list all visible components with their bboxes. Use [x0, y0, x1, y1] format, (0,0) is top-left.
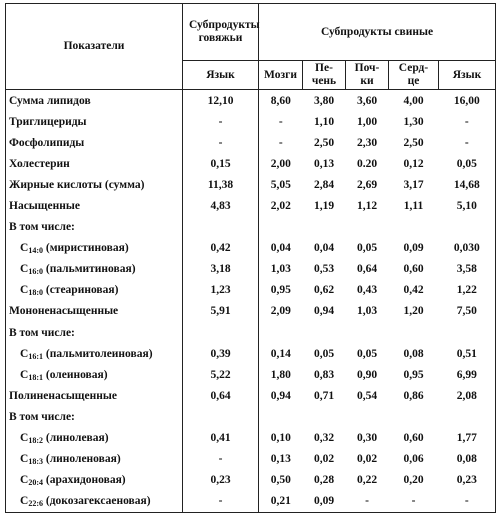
value-cell: 2,50	[313, 136, 335, 149]
value-cell	[389, 217, 439, 238]
value-cell: 0,42	[183, 238, 259, 259]
value-cell: 0,14	[270, 347, 291, 360]
table-row	[6, 280, 496, 301]
value-cell	[346, 322, 389, 343]
value-cell: 1,77	[439, 428, 496, 449]
value-cell: -	[183, 449, 259, 470]
value-cell: 0,05	[356, 242, 378, 255]
value-cell: 0,23	[439, 470, 496, 491]
table-row	[6, 111, 496, 132]
header-row-groups	[6, 4, 496, 61]
table-row	[6, 259, 496, 280]
value-cell: 0,30	[356, 432, 378, 445]
value-cell: 0,41	[183, 428, 259, 449]
value-cell: 0,28	[313, 474, 335, 487]
value-cell	[346, 217, 389, 238]
value-cell: 1,20	[403, 305, 424, 318]
value-cell: 1,30	[403, 115, 424, 128]
beef-group-header: Субпродукты говяжьи	[183, 4, 259, 61]
table-row	[6, 428, 496, 449]
value-cell: -	[439, 491, 496, 513]
value-cell: -	[389, 491, 439, 513]
value-cell: 2,09	[270, 305, 291, 318]
lipid-table	[5, 3, 496, 513]
value-cell: 6,99	[439, 364, 496, 385]
row-label: $C_{16:1}$ (пальмитолеиновая)	[6, 343, 183, 364]
value-cell: 0,83	[313, 368, 335, 381]
value-cell: 0,21	[259, 491, 303, 513]
value-cell: 0,09	[403, 242, 424, 255]
column-header: Язык	[183, 61, 259, 90]
value-cell: 0,10	[270, 432, 291, 445]
row-label: Полиненасыщенные	[6, 385, 183, 406]
value-cell: 0,23	[183, 470, 259, 491]
value-cell: -	[183, 132, 259, 153]
value-cell	[259, 322, 303, 343]
value-cell: 0,50	[270, 474, 291, 487]
value-cell	[303, 406, 346, 427]
value-cell: 12,10	[183, 90, 259, 112]
value-cell: 0,04	[313, 242, 335, 255]
value-cell: 0,53	[313, 263, 335, 276]
value-cell: 0,64	[183, 385, 259, 406]
row-label: Жирные кислоты (сумма)	[6, 174, 183, 195]
table-row	[6, 449, 496, 470]
value-cell: 1,22	[439, 280, 496, 301]
value-cell: 0,86	[403, 389, 424, 402]
value-cell: 4,83	[183, 195, 259, 216]
value-cell: 0,90	[356, 368, 378, 381]
row-label: Сумма липидов	[6, 90, 183, 112]
value-cell: 0,94	[270, 389, 291, 402]
column-header: Поч- ки	[346, 61, 389, 90]
value-cell: 0,64	[356, 263, 378, 276]
table-row	[6, 153, 496, 174]
column-header: Мозги	[259, 61, 303, 90]
value-cell: 1,03	[270, 263, 291, 276]
row-label: $C_{18:2}$ (линолевая)	[6, 428, 183, 449]
value-cell: -	[439, 111, 496, 132]
value-cell: 3,60	[356, 94, 378, 107]
value-cell: 0,05	[439, 153, 496, 174]
row-label: В том числе:	[6, 322, 183, 343]
table-row	[6, 343, 496, 364]
value-cell: 2,02	[270, 200, 291, 213]
value-cell: 0,13	[313, 157, 335, 170]
value-cell: 2,00	[270, 157, 291, 170]
value-cell: 2,08	[439, 385, 496, 406]
row-label: Мононенасыщенные	[6, 301, 183, 322]
table-row	[6, 322, 496, 343]
value-cell: -	[278, 136, 283, 149]
value-cell	[389, 322, 439, 343]
table-row	[6, 90, 496, 112]
value-cell	[439, 217, 496, 238]
value-cell: 0,15	[183, 153, 259, 174]
value-cell: 14,68	[439, 174, 496, 195]
value-cell	[303, 217, 346, 238]
indicators-header: Показатели	[6, 4, 183, 90]
value-cell: 0,62	[313, 284, 335, 297]
row-label: $C_{18:3}$ (линоленовая)	[6, 449, 183, 470]
value-cell: -	[183, 491, 259, 513]
row-label: $C_{20:4}$ (арахидоновая)	[6, 470, 183, 491]
value-cell: 5,22	[183, 364, 259, 385]
value-cell: 2,50	[403, 136, 424, 149]
value-cell: 8,60	[270, 94, 291, 107]
value-cell: -	[278, 115, 283, 128]
value-cell: -	[183, 111, 259, 132]
row-label: $C_{16:0}$ (пальмитиновая)	[6, 259, 183, 280]
value-cell: 0,71	[313, 389, 335, 402]
value-cell: 0,95	[270, 284, 291, 297]
value-cell: 3,17	[403, 178, 424, 191]
value-cell	[259, 217, 303, 238]
table-row	[6, 491, 496, 513]
value-cell: 0,60	[403, 432, 424, 445]
value-cell	[259, 406, 303, 427]
row-label: Холестерин	[6, 153, 183, 174]
value-cell: 0,030	[439, 238, 496, 259]
row-label: Насыщенные	[6, 195, 183, 216]
value-cell: 0,60	[403, 263, 424, 276]
value-cell: 1,80	[270, 368, 291, 381]
value-cell	[183, 322, 259, 343]
value-cell: 1,00	[356, 115, 378, 128]
table-row	[6, 174, 496, 195]
value-cell: 3,80	[313, 94, 335, 107]
row-label: $C_{22:6}$ (докозагексаеновая)	[6, 491, 183, 513]
value-cell: 0.20	[356, 157, 378, 170]
value-cell: -	[346, 491, 389, 513]
value-cell: 1,19	[313, 200, 335, 213]
value-cell: 0,43	[356, 284, 378, 297]
column-header: Пе- чень	[303, 61, 346, 90]
value-cell: 0,09	[303, 491, 346, 513]
row-label: $C_{18:1}$ (олеиновая)	[6, 364, 183, 385]
row-label: $C_{18:0}$ (стеариновая)	[6, 280, 183, 301]
value-cell: 3,18	[183, 259, 259, 280]
table-row	[6, 385, 496, 406]
value-cell: 0,06	[403, 453, 424, 466]
table-row	[6, 301, 496, 322]
value-cell: 0,42	[403, 284, 424, 297]
value-cell: 0,02	[313, 453, 335, 466]
table-body	[6, 90, 496, 513]
value-cell: 1,23	[183, 280, 259, 301]
value-cell: 0,08	[403, 347, 424, 360]
value-cell: 0,22	[356, 474, 378, 487]
value-cell: 0,12	[403, 157, 424, 170]
value-cell: 0,13	[270, 453, 291, 466]
value-cell: 2,30	[356, 136, 378, 149]
value-cell: 5,10	[439, 195, 496, 216]
row-label: В том числе:	[6, 217, 183, 238]
column-header: Язык	[439, 61, 496, 90]
value-cell	[439, 322, 496, 343]
table-row	[6, 406, 496, 427]
table-row	[6, 238, 496, 259]
value-cell: 3,58	[439, 259, 496, 280]
value-cell: 1,12	[356, 200, 378, 213]
row-label: Фосфолипиды	[6, 132, 183, 153]
value-cell: -	[439, 132, 496, 153]
value-cell: 0,08	[439, 449, 496, 470]
value-cell: 16,00	[439, 90, 496, 112]
value-cell: 5,05	[270, 178, 291, 191]
value-cell: 0,32	[313, 432, 335, 445]
value-cell: 0,05	[356, 347, 378, 360]
table-row	[6, 217, 496, 238]
table-row	[6, 364, 496, 385]
value-cell	[439, 406, 496, 427]
table-row	[6, 132, 496, 153]
table-row	[6, 195, 496, 216]
row-label: $C_{14:0}$ (миристиновая)	[6, 238, 183, 259]
value-cell: 11,38	[183, 174, 259, 195]
value-cell: 0,94	[313, 305, 335, 318]
value-cell: 0,95	[403, 368, 424, 381]
value-cell: 4,00	[403, 94, 424, 107]
value-cell: 1,11	[403, 200, 424, 213]
value-cell: 0,51	[439, 343, 496, 364]
value-cell	[389, 406, 439, 427]
value-cell: 7,50	[439, 301, 496, 322]
value-cell: 0,02	[356, 453, 378, 466]
pork-group-header: Субпродукты свиные	[259, 4, 496, 61]
value-cell: 0,39	[183, 343, 259, 364]
value-cell	[183, 406, 259, 427]
value-cell: 5,91	[183, 301, 259, 322]
value-cell: 0,04	[270, 242, 291, 255]
value-cell: 1,03	[356, 305, 378, 318]
value-cell	[183, 217, 259, 238]
table-row	[6, 470, 496, 491]
value-cell: 2,84	[313, 178, 335, 191]
value-cell: 0,05	[313, 347, 335, 360]
value-cell: 2,69	[356, 178, 378, 191]
value-cell: 0,54	[356, 389, 378, 402]
row-label: Триглицериды	[6, 111, 183, 132]
value-cell	[303, 322, 346, 343]
value-cell	[346, 406, 389, 427]
value-cell: 1,10	[313, 115, 335, 128]
column-header: Серд- це	[389, 61, 439, 90]
row-label: В том числе:	[6, 406, 183, 427]
value-cell: 0,20	[403, 474, 424, 487]
